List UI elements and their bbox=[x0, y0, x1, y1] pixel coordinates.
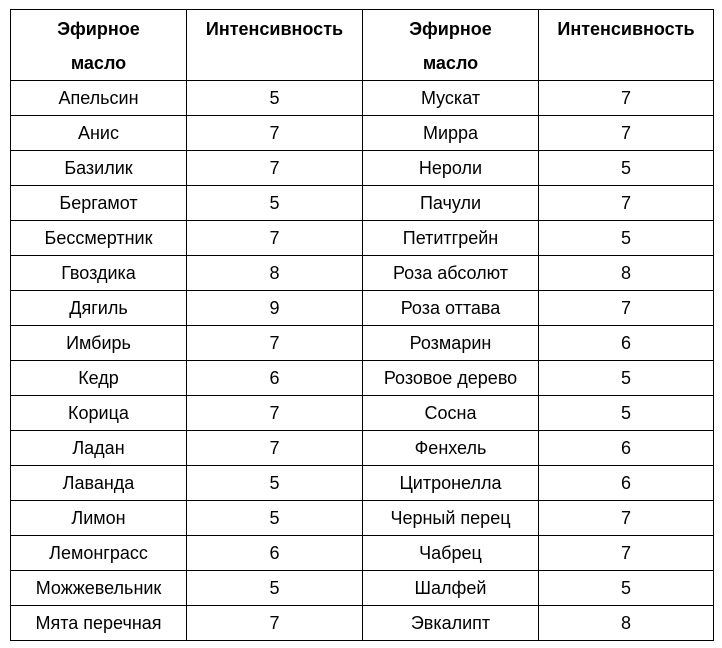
oil-name-left-cell: Анис bbox=[11, 116, 187, 151]
intensity-left-cell: 7 bbox=[187, 396, 363, 431]
intensity-right-cell: 7 bbox=[539, 536, 714, 571]
intensity-left-cell: 5 bbox=[187, 466, 363, 501]
intensity-left-cell: 7 bbox=[187, 221, 363, 256]
oil-name-right-cell: Пачули bbox=[363, 186, 539, 221]
oil-name-left-cell: Кедр bbox=[11, 361, 187, 396]
intensity-right-cell: 5 bbox=[539, 361, 714, 396]
intensity-left-cell: 5 bbox=[187, 501, 363, 536]
table-row bbox=[11, 536, 714, 571]
header-intensity-left bbox=[187, 10, 363, 81]
table-body bbox=[11, 81, 714, 641]
intensity-left-cell: 7 bbox=[187, 326, 363, 361]
table-row bbox=[11, 116, 714, 151]
intensity-right-cell: 5 bbox=[539, 396, 714, 431]
intensity-right-cell: 5 bbox=[539, 151, 714, 186]
table-row bbox=[11, 606, 714, 641]
oil-name-left-cell: Гвоздика bbox=[11, 256, 187, 291]
oil-name-right-cell: Чабрец bbox=[363, 536, 539, 571]
table-row bbox=[11, 466, 714, 501]
oil-name-right-cell: Розовое дерево bbox=[363, 361, 539, 396]
intensity-left-cell: 6 bbox=[187, 536, 363, 571]
intensity-left-cell: 5 bbox=[187, 186, 363, 221]
oil-name-right-cell: Петитгрейн bbox=[363, 221, 539, 256]
header-text: масло bbox=[422, 53, 479, 73]
intensity-right-cell: 7 bbox=[539, 186, 714, 221]
table-row bbox=[11, 186, 714, 221]
table-row bbox=[11, 326, 714, 361]
oil-name-right-cell: Шалфей bbox=[363, 571, 539, 606]
table-row bbox=[11, 396, 714, 431]
oil-name-right-cell: Мускат bbox=[363, 81, 539, 116]
oil-name-right-cell: Роза оттава bbox=[363, 291, 539, 326]
intensity-left-cell: 7 bbox=[187, 116, 363, 151]
intensity-left-cell: 8 bbox=[187, 256, 363, 291]
oil-name-left-cell: Бессмертник bbox=[11, 221, 187, 256]
intensity-left-cell: 9 bbox=[187, 291, 363, 326]
intensity-right-cell: 6 bbox=[539, 431, 714, 466]
table-header-row bbox=[11, 10, 714, 81]
table-row bbox=[11, 291, 714, 326]
table-row bbox=[11, 501, 714, 536]
table-row bbox=[11, 361, 714, 396]
header-oil-name-right bbox=[363, 10, 539, 81]
table-row bbox=[11, 431, 714, 466]
oil-name-left-cell: Базилик bbox=[11, 151, 187, 186]
oil-name-left-cell: Лимон bbox=[11, 501, 187, 536]
header-text: Интенсивность bbox=[205, 19, 344, 39]
intensity-left-cell: 5 bbox=[187, 81, 363, 116]
intensity-left-cell: 5 bbox=[187, 571, 363, 606]
intensity-left-cell: 6 bbox=[187, 361, 363, 396]
oil-name-left-cell: Бергамот bbox=[11, 186, 187, 221]
intensity-right-cell: 8 bbox=[539, 256, 714, 291]
oil-name-left-cell: Лемонграсс bbox=[11, 536, 187, 571]
header-text: масло bbox=[70, 53, 127, 73]
oil-name-right-cell: Эвкалипт bbox=[363, 606, 539, 641]
oil-name-left-cell: Имбирь bbox=[11, 326, 187, 361]
oil-name-right-cell: Цитронелла bbox=[363, 466, 539, 501]
intensity-right-cell: 7 bbox=[539, 501, 714, 536]
essential-oil-intensity-table bbox=[10, 9, 714, 641]
intensity-right-cell: 6 bbox=[539, 326, 714, 361]
oil-name-right-cell: Черный перец bbox=[363, 501, 539, 536]
intensity-left-cell: 7 bbox=[187, 151, 363, 186]
table-row bbox=[11, 81, 714, 116]
intensity-right-cell: 7 bbox=[539, 291, 714, 326]
table-row bbox=[11, 256, 714, 291]
oil-name-left-cell: Дягиль bbox=[11, 291, 187, 326]
header-text: Эфирное bbox=[409, 19, 492, 39]
header-text: Интенсивность bbox=[557, 19, 695, 39]
header-text: Эфирное bbox=[57, 19, 140, 39]
oil-name-right-cell: Сосна bbox=[363, 396, 539, 431]
table-row bbox=[11, 221, 714, 256]
oil-name-left-cell: Ладан bbox=[11, 431, 187, 466]
table-row bbox=[11, 571, 714, 606]
intensity-left-cell: 7 bbox=[187, 606, 363, 641]
oil-name-right-cell: Розмарин bbox=[363, 326, 539, 361]
header-intensity-right bbox=[539, 10, 714, 81]
intensity-right-cell: 6 bbox=[539, 466, 714, 501]
intensity-right-cell: 5 bbox=[539, 571, 714, 606]
intensity-right-cell: 7 bbox=[539, 116, 714, 151]
oil-name-left-cell: Лаванда bbox=[11, 466, 187, 501]
oil-name-right-cell: Фенхель bbox=[363, 431, 539, 466]
oil-name-left-cell: Мята перечная bbox=[11, 606, 187, 641]
oil-name-left-cell: Корица bbox=[11, 396, 187, 431]
oil-name-right-cell: Нероли bbox=[363, 151, 539, 186]
header-oil-name-left bbox=[11, 10, 187, 81]
table-row bbox=[11, 151, 714, 186]
intensity-right-cell: 5 bbox=[539, 221, 714, 256]
intensity-left-cell: 7 bbox=[187, 431, 363, 466]
intensity-right-cell: 7 bbox=[539, 81, 714, 116]
oil-name-right-cell: Роза абсолют bbox=[363, 256, 539, 291]
oil-name-left-cell: Апельсин bbox=[11, 81, 187, 116]
oil-name-right-cell: Мирра bbox=[363, 116, 539, 151]
oil-name-left-cell: Можжевельник bbox=[11, 571, 187, 606]
intensity-right-cell: 8 bbox=[539, 606, 714, 641]
